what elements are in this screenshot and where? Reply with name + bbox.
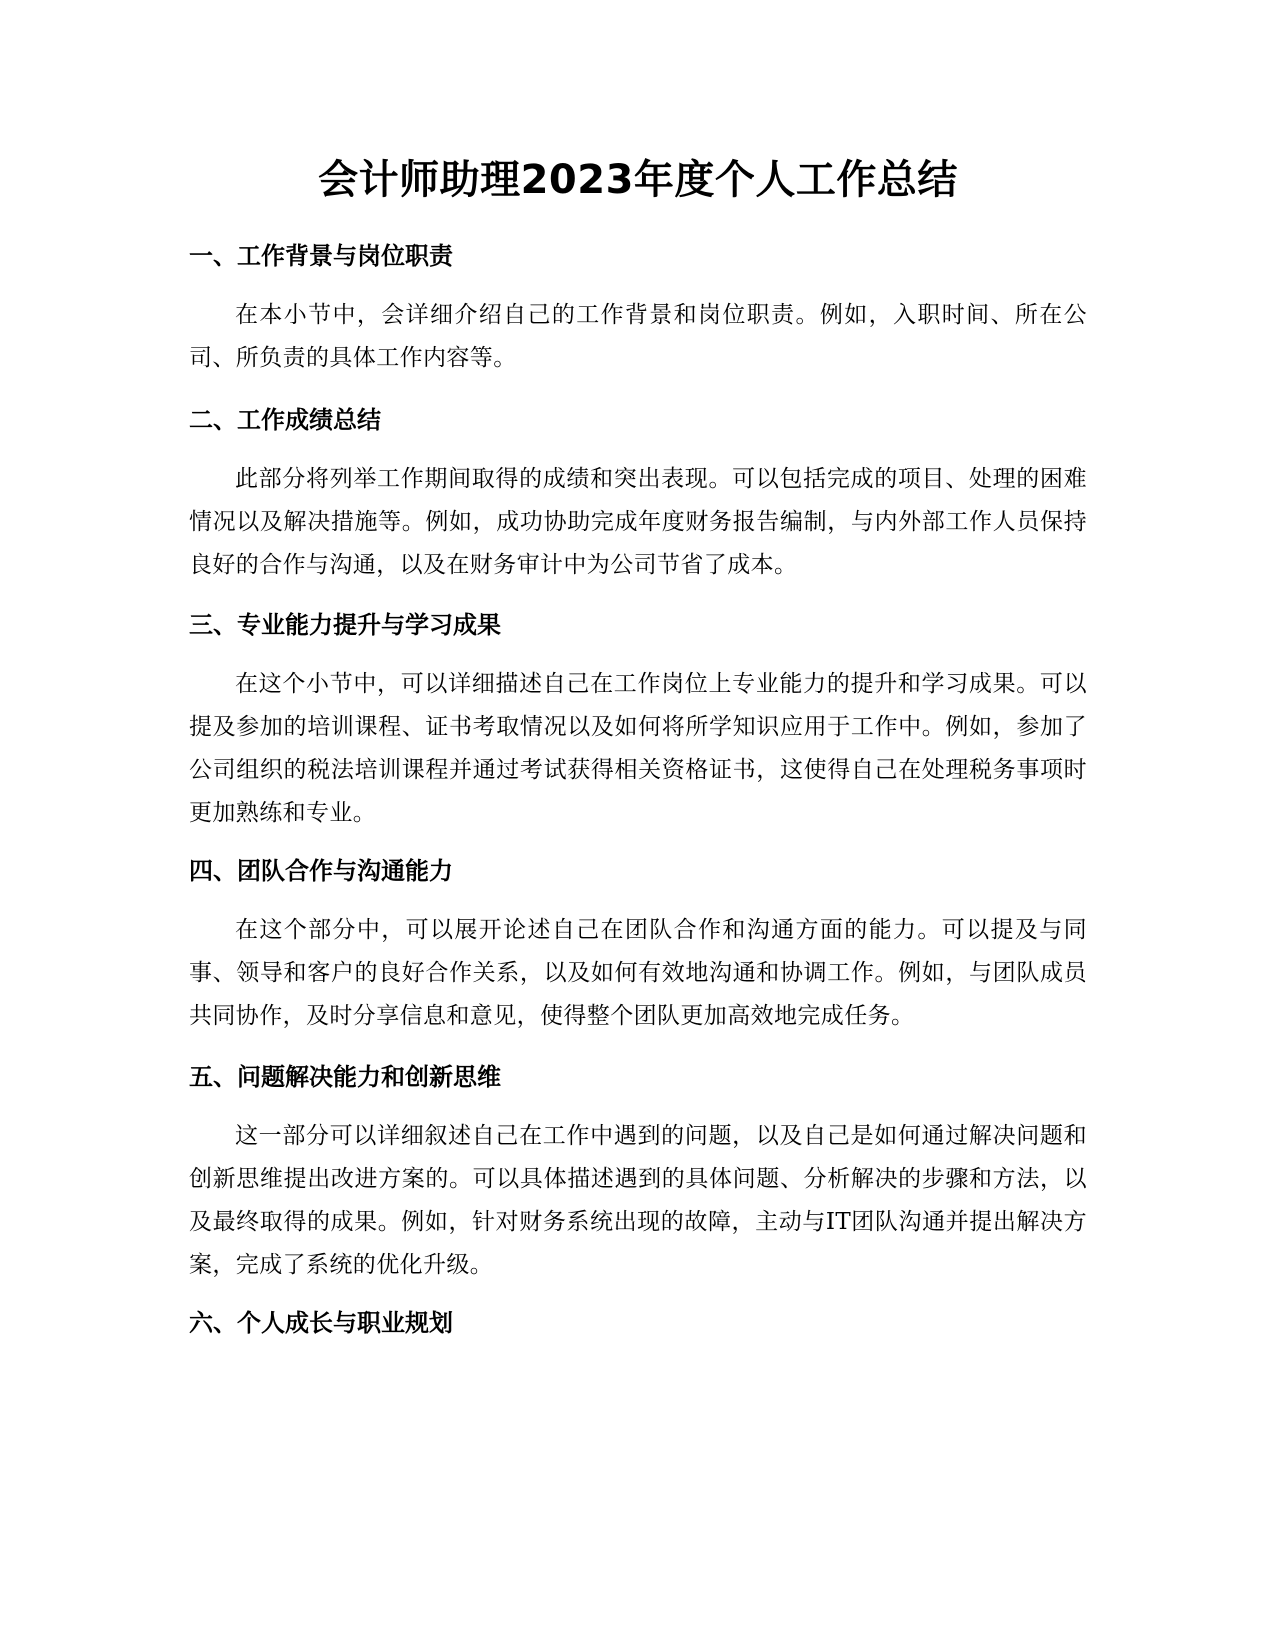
section-heading: 六、个人成长与职业规划: [189, 1309, 453, 1337]
section-heading: 二、工作成绩总结: [189, 406, 381, 434]
section-heading: 四、团队合作与沟通能力: [189, 857, 453, 885]
section-heading: 一、工作背景与岗位职责: [189, 242, 453, 270]
section-problem-solving: [189, 1059, 1087, 1287]
document-page: [189, 0, 1087, 1650]
section-career-planning: [189, 1305, 1087, 1361]
section-paragraph: 在这个小节中，可以详细描述自己在工作岗位上专业能力的提升和学习成果。可以提及参加的培训课程、证书考取情况以及如何将所学知识应用于工作中。例如，参加了公司组织的税法培训课程并通过考试获得相关资格证书，这使得自己在处理税务事项时更加熟练和专业。: [189, 671, 1087, 826]
section-paragraph: 在本小节中，会详细介绍自己的工作背景和岗位职责。例如，入职时间、所在公司、所负责的具体工作内容等。: [189, 302, 1087, 371]
section-heading: 五、问题解决能力和创新思维: [189, 1063, 501, 1091]
section-paragraph: 这一部分可以详细叙述自己在工作中遇到的问题，以及自己是如何通过解决问题和创新思维提出改进方案的。可以具体描述遇到的具体问题、分析解决的步骤和方法，以及最终取得的成果。例如，针对财务系统出现的故障，主动与IT团队沟通并提出解决方案，完成了系统的优化升级。: [189, 1123, 1087, 1278]
section-professional-growth: [189, 607, 1087, 835]
document-title: 会计师助理2023年度个人工作总结: [318, 157, 958, 203]
section-heading: 三、专业能力提升与学习成果: [189, 611, 501, 639]
section-achievements: [189, 402, 1087, 587]
section-paragraph: 在这个部分中，可以展开论述自己在团队合作和沟通方面的能力。可以提及与同事、领导和客户的良好合作关系，以及如何有效地沟通和协调工作。例如，与团队成员共同协作，及时分享信息和意见，使得整个团队更加高效地完成任务。: [189, 917, 1087, 1029]
section-paragraph: 此部分将列举工作期间取得的成绩和突出表现。可以包括完成的项目、处理的困难情况以及解决措施等。例如，成功协助完成年度财务报告编制，与内外部工作人员保持良好的合作与沟通，以及在财务审计中为公司节省了成本。: [189, 466, 1087, 578]
section-teamwork: [189, 853, 1087, 1038]
section-work-background: [189, 238, 1087, 380]
